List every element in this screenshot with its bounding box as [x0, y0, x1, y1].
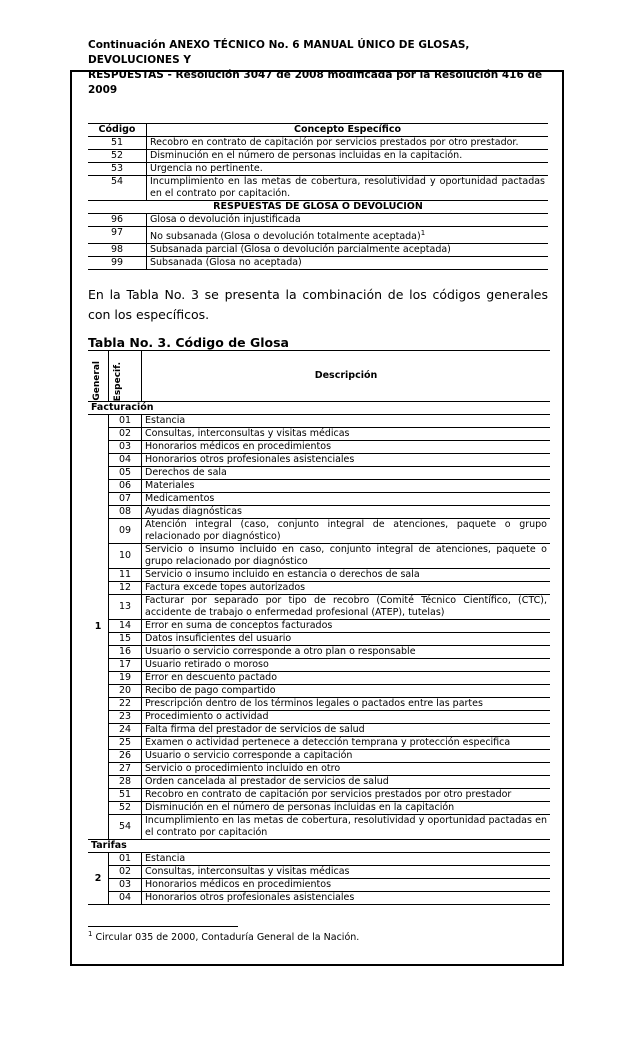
- code-description: Medicamentos: [142, 493, 551, 506]
- specific-code: 24: [109, 724, 142, 737]
- specific-code: 12: [109, 582, 142, 595]
- code-description: Usuario retirado o moroso: [142, 659, 551, 672]
- specific-code: 17: [109, 659, 142, 672]
- code-description: Recibo de pago compartido: [142, 685, 551, 698]
- code-description: Derechos de sala: [142, 467, 551, 480]
- table-row: [88, 428, 550, 441]
- specific-code: 28: [109, 776, 142, 789]
- code-description: Recobro en contrato de capitación por servicios prestados por otro prestador: [142, 789, 551, 802]
- specific-code: 51: [109, 789, 142, 802]
- table-row: [88, 892, 550, 905]
- table-row: [88, 633, 550, 646]
- table-row: [88, 672, 550, 685]
- table-row: [88, 137, 548, 150]
- specific-concepts-table: [88, 123, 548, 270]
- code-description: Honorarios otros profesionales asistenciales: [142, 454, 551, 467]
- table-row: [88, 163, 548, 176]
- specific-code: 13: [109, 595, 142, 620]
- col-code-header: Código: [98, 124, 136, 135]
- table-row: [88, 711, 550, 724]
- code-description: Honorarios médicos en procedimientos: [142, 441, 551, 454]
- code-description: Atención integral (caso, conjunto integral de atenciones, paquete o grupo relacionado por diagnóstico): [142, 519, 551, 544]
- specific-code: 14: [109, 620, 142, 633]
- table-row: [88, 480, 550, 493]
- table-row: [88, 737, 550, 750]
- code-description: Falta firma del prestador de servicios de salud: [142, 724, 551, 737]
- code-description: Servicio o insumo incluido en estancia o derechos de sala: [142, 569, 551, 582]
- row-code: 96: [110, 214, 124, 225]
- table-row: [88, 646, 550, 659]
- table-row: [88, 519, 550, 544]
- row-description: [147, 137, 549, 150]
- table-row: [88, 698, 550, 711]
- specific-code: 05: [109, 467, 142, 480]
- specific-code: 11: [109, 569, 142, 582]
- group-row: [88, 840, 550, 853]
- col-desc-header: Descripción: [142, 351, 551, 402]
- code-description: Factura excede topes autorizados: [142, 582, 551, 595]
- specific-code: 27: [109, 763, 142, 776]
- specific-code: 19: [109, 672, 142, 685]
- specific-code: 07: [109, 493, 142, 506]
- table-row: [88, 620, 550, 633]
- row-description: [147, 214, 549, 227]
- responses-section-title: RESPUESTAS DE GLOSA O DEVOLUCION: [213, 201, 423, 212]
- col-general-header: General: [92, 361, 102, 401]
- footnote-text: Circular 035 de 2000, Contaduría General de la Nación.: [95, 932, 360, 944]
- header-line-1: Continuación ANEXO TÉCNICO No. 6 MANUAL ÚNICO DE GLOSAS, DEVOLUCIONES Y: [88, 39, 470, 66]
- code-description: Error en suma de conceptos facturados: [142, 620, 551, 633]
- specific-code: 03: [109, 441, 142, 454]
- table-row: [88, 569, 550, 582]
- code-description: Ayudas diagnósticas: [142, 506, 551, 519]
- table-row: [88, 685, 550, 698]
- row-description-text: Disminución en el número de personas incluidas en la capitación.: [150, 150, 463, 161]
- specific-code: 52: [109, 802, 142, 815]
- table-row: [88, 595, 550, 620]
- table-row: [88, 853, 550, 866]
- table-row: [88, 544, 550, 569]
- specific-code: 25: [109, 737, 142, 750]
- col-concept-header: Concepto Específico: [147, 124, 549, 137]
- specific-code: 20: [109, 685, 142, 698]
- row-description-text: Urgencia no pertinente.: [150, 163, 263, 174]
- row-description: [147, 163, 549, 176]
- table-row: [88, 506, 550, 519]
- table-row: [88, 176, 548, 201]
- code-description: Honorarios médicos en procedimientos: [142, 879, 551, 892]
- table-row: [88, 493, 550, 506]
- code-description: Estancia: [142, 853, 551, 866]
- specific-code: 22: [109, 698, 142, 711]
- specific-code: 54: [109, 815, 142, 840]
- code-description: Error en descuento pactado: [142, 672, 551, 685]
- specific-code: 04: [109, 892, 142, 905]
- table-row: [88, 866, 550, 879]
- specific-code: 26: [109, 750, 142, 763]
- general-code: 2: [88, 853, 109, 905]
- row-code: 99: [110, 257, 124, 269]
- table-row: [88, 815, 550, 840]
- row-code: 97: [110, 227, 124, 238]
- table-row: [88, 789, 550, 802]
- code-description: Usuario o servicio corresponde a otro plan o responsable: [142, 646, 551, 659]
- row-description: [147, 227, 549, 244]
- group-name: Facturación: [88, 402, 550, 415]
- specific-code: 02: [109, 866, 142, 879]
- footnote-rule: [88, 926, 238, 927]
- row-code: 98: [110, 244, 124, 256]
- row-code: 52: [110, 150, 124, 161]
- specific-code: 01: [109, 415, 142, 428]
- intro-paragraph: En la Tabla No. 3 se presenta la combinación de los códigos generales con los específicos.: [88, 287, 548, 322]
- group-row: [88, 402, 550, 415]
- table-row: [88, 802, 550, 815]
- table-row: [88, 454, 550, 467]
- row-code: 54: [110, 176, 124, 187]
- table-row: [88, 441, 550, 454]
- table-row: [88, 763, 550, 776]
- code-description: Examen o actividad pertenece a detección temprana y protección especifica: [142, 737, 551, 750]
- table-row: [88, 257, 548, 270]
- row-description-text: Subsanada parcial (Glosa o devolución parcialmente aceptada): [150, 244, 451, 256]
- row-description-text: Glosa o devolución injustificada: [150, 214, 301, 225]
- specific-code: 06: [109, 480, 142, 493]
- footnote: [88, 930, 359, 943]
- table-row: [88, 214, 548, 227]
- code-description: Materiales: [142, 480, 551, 493]
- specific-code: 04: [109, 454, 142, 467]
- footnote-mark: 1: [88, 930, 93, 938]
- code-description: Datos insuficientes del usuario: [142, 633, 551, 646]
- specific-code: 08: [109, 506, 142, 519]
- row-description: [147, 176, 549, 201]
- code-description: Consultas, interconsultas y visitas médicas: [142, 866, 551, 879]
- row-description: [147, 150, 549, 163]
- header-line-2: RESPUESTAS - Resolución 3047 de 2008 modificada por la Resolución 416 de 2009: [88, 69, 543, 96]
- code-description: Facturar por separado por tipo de recobro (Comité Técnico Científico, (CTC), accidente de trabajo o enfermedad profesional (ATEP), tutelas): [142, 595, 551, 620]
- row-code: 51: [110, 137, 124, 148]
- table-row: [88, 776, 550, 789]
- code-description: Incumplimiento en las metas de cobertura, resolutividad y oportunidad pactadas en el contrato por capitación: [142, 815, 551, 840]
- row-description-text: Recobro en contrato de capitación por servicios prestados por otro prestador.: [150, 137, 519, 148]
- code-description: Honorarios otros profesionales asistenciales: [142, 892, 551, 905]
- specific-code: 10: [109, 544, 142, 569]
- table-row: [88, 227, 548, 244]
- code-description: Servicio o insumo incluido en caso, conjunto integral de atenciones, paquete o grupo relacionado por diagnóstico: [142, 544, 551, 569]
- code-description: Prescripción dentro de los términos legales o pactados entre las partes: [142, 698, 551, 711]
- section-row: [88, 201, 548, 214]
- table-row: [88, 724, 550, 737]
- table-row: [88, 415, 550, 428]
- table-row: [88, 150, 548, 163]
- specific-code: 09: [109, 519, 142, 544]
- col-especif-header: Especif.: [113, 361, 123, 401]
- row-description-text: No subsanada (Glosa o devolución totalmente aceptada): [150, 231, 421, 243]
- code-description: Servicio o procedimiento incluido en otro: [142, 763, 551, 776]
- row-description: [147, 244, 549, 257]
- table-row: [88, 659, 550, 672]
- code-description: Consultas, interconsultas y visitas médicas: [142, 428, 551, 441]
- code-description: Orden cancelada al prestador de servicios de salud: [142, 776, 551, 789]
- code-description: Usuario o servicio corresponde a capitación: [142, 750, 551, 763]
- row-code: 53: [110, 163, 124, 174]
- specific-code: 02: [109, 428, 142, 441]
- row-description-text: Incumplimiento en las metas de cobertura, resolutividad y oportunidad pactadas en el contrato por capitación.: [150, 176, 545, 199]
- specific-code: 23: [109, 711, 142, 724]
- row-description-text: Subsanada (Glosa no aceptada): [150, 257, 302, 269]
- specific-code: 16: [109, 646, 142, 659]
- table-row: [88, 750, 550, 763]
- table3-title: Tabla No. 3. Código de Glosa: [88, 335, 289, 350]
- code-description: Disminución en el número de personas incluidas en la capitación: [142, 802, 551, 815]
- table-row: [88, 467, 550, 480]
- code-description: Procedimiento o actividad: [142, 711, 551, 724]
- table-row: [88, 582, 550, 595]
- row-description: [147, 257, 549, 270]
- code-description: Estancia: [142, 415, 551, 428]
- table-row: [88, 879, 550, 892]
- glosa-code-table: [88, 350, 550, 905]
- general-code: 1: [88, 415, 109, 840]
- specific-code: 03: [109, 879, 142, 892]
- table-row: [88, 244, 548, 257]
- footnote-ref: 1: [420, 229, 426, 237]
- specific-code: 01: [109, 853, 142, 866]
- group-name: Tarifas: [88, 840, 550, 853]
- specific-code: 15: [109, 633, 142, 646]
